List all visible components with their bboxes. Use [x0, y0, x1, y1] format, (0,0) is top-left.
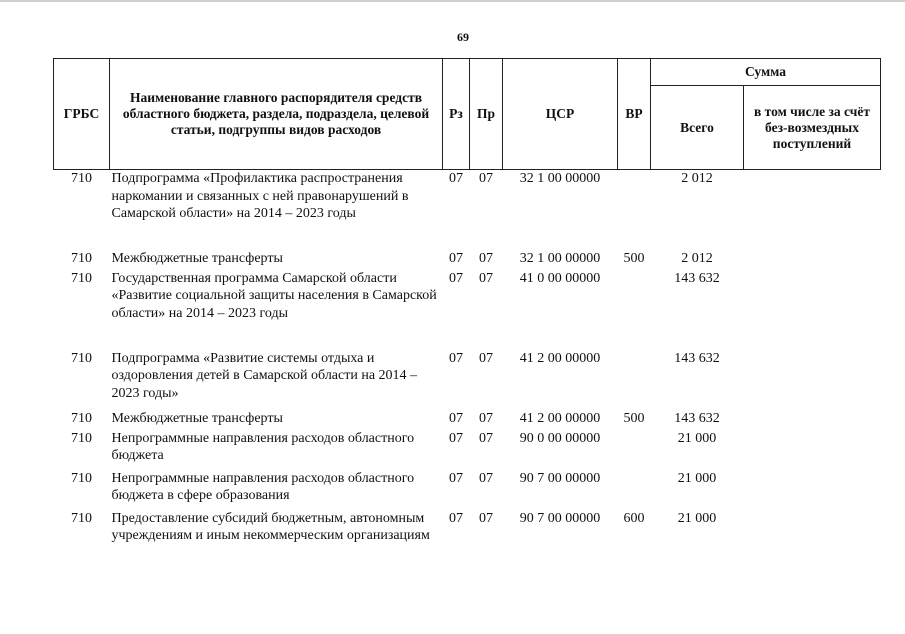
cell-name: Непрограммные направления расходов областного бюджета в сфере образования [111, 470, 415, 503]
cell-pr: 07 [479, 430, 493, 446]
cell-rz: 07 [449, 350, 463, 366]
cell-total: 2 012 [681, 250, 713, 266]
cell-grbs: 710 [71, 410, 92, 426]
header-total: Всего [651, 86, 744, 170]
page-number: 69 [457, 30, 469, 44]
cell-csr: 90 0 00 00000 [519, 430, 601, 446]
table-row [54, 470, 881, 510]
cell-total: 143 632 [674, 410, 720, 426]
cell-name: Подпрограмма «Профилактика распространения наркомании и связанных с ней правонарушений в Самарской области» на 2014 – 2023 годы [111, 171, 409, 221]
cell-pr: 07 [479, 171, 493, 186]
cell-grbs: 710 [71, 270, 92, 286]
cell-rz: 07 [449, 270, 463, 286]
cell-rz: 07 [449, 510, 463, 526]
cell-csr: 41 2 00 00000 [519, 350, 601, 366]
header-name: Наименование главного распорядителя средств областного бюджета, раздела, подраздела, целевой статьи, подгруппы видов расходов [110, 59, 443, 170]
cell-grbs: 710 [71, 250, 92, 266]
header-csr: ЦСР [503, 59, 618, 170]
cell-total: 21 000 [677, 510, 717, 526]
cell-name: Подпрограмма «Развитие системы отдыха и оздоровления детей в Самарской области на 2014 – 2023 годы» [111, 350, 418, 401]
cell-vr: 500 [623, 250, 645, 266]
cell-csr: 41 2 00 00000 [519, 410, 601, 426]
cell-vr [618, 170, 651, 250]
table-row [54, 430, 881, 470]
cell-total: 21 000 [677, 470, 717, 486]
cell-rz: 07 [449, 410, 463, 426]
header-incl: в том числе за счёт без-возмездных поступлений [744, 86, 881, 170]
cell-grbs: 710 [71, 470, 92, 486]
cell-pr: 07 [479, 350, 493, 366]
cell-pr: 07 [479, 470, 493, 486]
cell-incl [744, 350, 881, 410]
cell-rz: 07 [449, 430, 463, 446]
header-sum: Сумма [651, 59, 881, 86]
cell-name: Межбюджетные трансферты [111, 250, 283, 266]
header-grbs: ГРБС [54, 59, 110, 170]
cell-csr: 41 0 00 00000 [519, 270, 601, 286]
cell-pr: 07 [479, 270, 493, 286]
cell-vr [618, 350, 651, 410]
cell-incl [744, 270, 881, 350]
cell-name: Межбюджетные трансферты [111, 410, 283, 426]
cell-pr: 07 [479, 250, 493, 266]
cell-csr: 90 7 00 00000 [519, 470, 601, 486]
cell-csr: 32 1 00 00000 [519, 171, 601, 186]
cell-incl [744, 430, 881, 470]
cell-name: Предоставление субсидий бюджетным, автономным учреждениям и иным некоммерческим организациям [111, 510, 430, 543]
cell-grbs: 710 [71, 430, 92, 446]
cell-grbs: 710 [71, 510, 92, 526]
table-row [54, 410, 881, 430]
table-header [54, 59, 881, 170]
cell-total: 143 632 [674, 350, 720, 366]
cell-vr [618, 430, 651, 470]
cell-incl [744, 510, 881, 565]
cell-incl [744, 250, 881, 270]
table-row [54, 250, 881, 270]
cell-incl [744, 410, 881, 430]
table-row [54, 350, 881, 410]
cell-name: Государственная программа Самарской области «Развитие социальной защиты населения в Самарской области» на 2014 – 2023 годы [111, 270, 437, 321]
cell-pr: 07 [479, 510, 493, 526]
cell-rz: 07 [449, 470, 463, 486]
header-vr: ВР [618, 59, 651, 170]
cell-total: 21 000 [677, 430, 717, 446]
cell-vr: 500 [623, 410, 645, 426]
cell-incl [744, 470, 881, 510]
cell-vr [618, 270, 651, 350]
cell-pr: 07 [479, 410, 493, 426]
cell-rz: 07 [449, 171, 463, 186]
cell-csr: 32 1 00 00000 [519, 250, 601, 266]
cell-vr [618, 470, 651, 510]
budget-table [53, 58, 881, 565]
cell-rz: 07 [449, 250, 463, 266]
cell-total: 2 012 [681, 171, 713, 186]
table-body [54, 170, 881, 565]
cell-csr: 90 7 00 00000 [519, 510, 601, 526]
cell-vr: 600 [623, 510, 645, 526]
cell-grbs: 710 [71, 171, 92, 186]
header-rz: Рз [443, 59, 470, 170]
cell-name: Непрограммные направления расходов областного бюджета [111, 430, 415, 463]
top-rule [0, 0, 905, 2]
table-row [54, 270, 881, 350]
cell-total: 143 632 [674, 270, 720, 286]
cell-grbs: 710 [71, 350, 92, 366]
cell-incl [744, 170, 881, 250]
header-pr: Пр [470, 59, 503, 170]
table-row [54, 170, 881, 250]
table-row [54, 510, 881, 565]
